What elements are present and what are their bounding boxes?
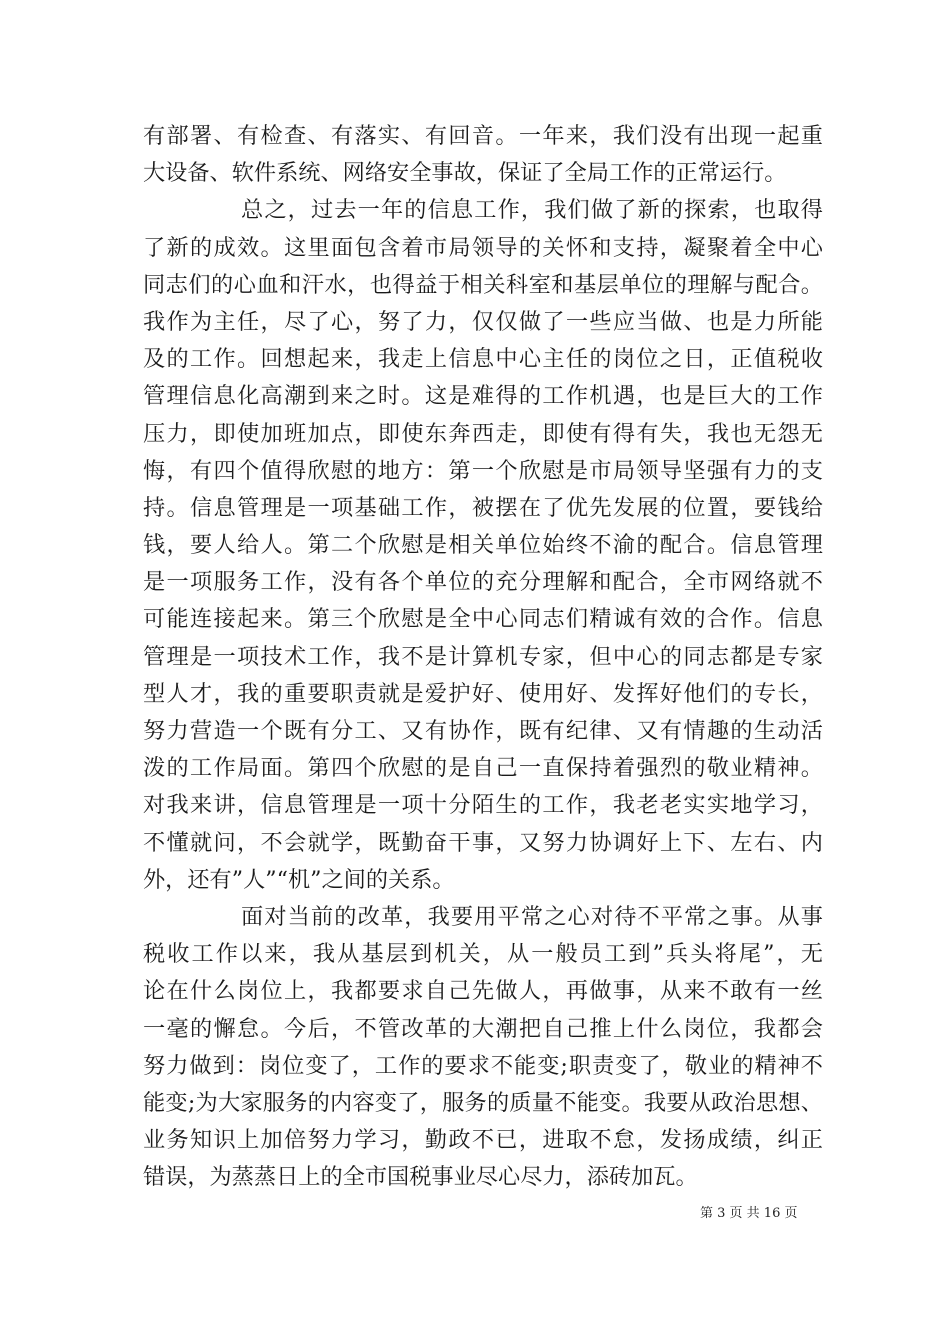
paragraph: [143, 899, 823, 1197]
text-line: 外，还有”人”“机”之间的关系。: [143, 866, 455, 893]
text-line: 悔，有四个值得欣慰的地方：第一个欣慰是市局领导坚强有力的支: [143, 457, 823, 484]
text-line: 税收工作以来，我从基层到机关，从一般员工到”兵头将尾”，无: [143, 941, 823, 968]
text-line: 管理信息化高潮到来之时。这是难得的工作机遇，也是巨大的工作: [143, 383, 823, 410]
page-number-footer: 第 3 页 共 16 页: [700, 1206, 798, 1221]
paragraph: [143, 192, 823, 899]
text-line: 我作为主任，尽了心，努了力，仅仅做了一些应当做、也是力所能: [143, 308, 823, 335]
text-line: 论在什么岗位上，我都要求自己先做人，再做事，从来不敢有一丝: [143, 978, 823, 1005]
text-line: 管理是一项技术工作，我不是计算机专家，但中心的同志都是专家: [143, 643, 823, 670]
text-line: 及的工作。回想起来，我走上信息中心主任的岗位之日，正值税收: [143, 346, 823, 373]
text-line: 面对当前的改革，我要用平常之心对待不平常之事。从事: [241, 903, 823, 930]
text-line: 业务知识上加倍努力学习，勤政不已，进取不怠，发扬成绩，纠正: [143, 1127, 823, 1154]
text-line: 是一项服务工作，没有各个单位的充分理解和配合，全市网络就不: [143, 569, 823, 596]
text-line: 持。信息管理是一项基础工作，被摆在了优先发展的位置，要钱给: [143, 494, 823, 521]
text-line: 不懂就问，不会就学，既勤奋干事，又努力协调好上下、左右、内: [143, 829, 823, 856]
text-line: 了新的成效。这里面包含着市局领导的关怀和支持，凝聚着全中心: [143, 234, 823, 261]
text-line: 对我来讲，信息管理是一项十分陌生的工作，我老老实实地学习，: [143, 792, 823, 819]
text-line: 有部署、有检查、有落实、有回音。一年来，我们没有出现一起重: [143, 123, 823, 149]
text-line: 一毫的懈怠。今后，不管改革的大潮把自己推上什么岗位，我都会: [143, 1015, 823, 1042]
text-line: 同志们的心血和汗水，也得益于相关科室和基层单位的理解与配合。: [143, 271, 823, 298]
text-line: 可能连接起来。第三个欣慰是全中心同志们精诚有效的合作。信息: [143, 606, 823, 633]
text-line: 大设备、软件系统、网络安全事故，保证了全局工作的正常运行。: [143, 160, 787, 187]
paragraph: [143, 118, 823, 192]
text-line: 错误，为蒸蒸日上的全市国税事业尽心尽力，添砖加瓦。: [143, 1164, 698, 1191]
text-line: 努力营造一个既有分工、又有协作，既有纪律、又有情趣的生动活: [143, 718, 823, 744]
text-line: 压力，即使加班加点，即使东奔西走，即使有得有失，我也无怨无: [143, 420, 823, 447]
text-line: 型人才，我的重要职责就是爱护好、使用好、发挥好他们的专长，: [143, 680, 823, 707]
document-body: [143, 118, 823, 1196]
text-line: 钱，要人给人。第二个欣慰是相关单位始终不渝的配合。信息管理: [143, 532, 823, 559]
text-line: 能变;为大家服务的内容变了，服务的质量不能变。我要从政治思想、: [143, 1089, 823, 1116]
text-line: 努力做到：岗位变了，工作的要求不能变;职责变了，敬业的精神不: [143, 1052, 823, 1079]
text-line: 总之，过去一年的信息工作，我们做了新的探索，也取得: [241, 197, 823, 224]
text-line: 泼的工作局面。第四个欣慰的是自己一直保持着强烈的敬业精神。: [143, 755, 823, 782]
